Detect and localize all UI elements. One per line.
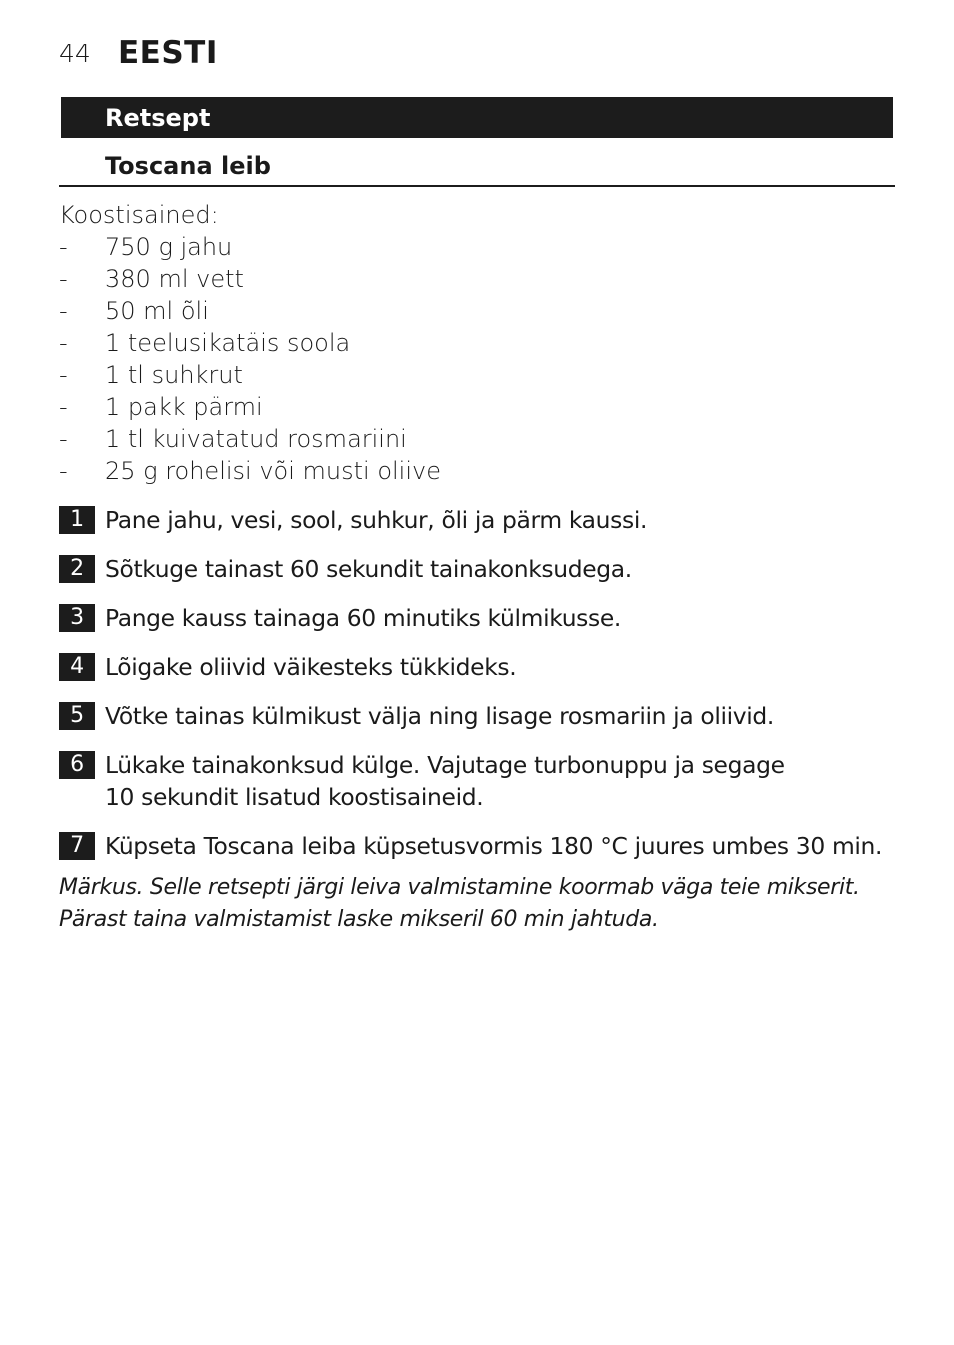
step-item — [59, 504, 909, 536]
list-dash: - — [59, 297, 68, 325]
step-number: 1 — [59, 506, 95, 534]
list-dash: - — [59, 329, 68, 357]
step-text: Küpseta Toscana leiba küpsetusvormis 180 °C juures umbes 30 min. — [105, 832, 883, 860]
step-item — [59, 602, 909, 634]
ingredients-label: Koostisained: — [59, 201, 219, 229]
section-title: Retsept — [105, 104, 211, 132]
ingredient-text: 380 ml vett — [105, 265, 244, 293]
ingredient-text: 1 tl suhkrut — [105, 361, 243, 389]
step-item — [59, 700, 909, 732]
note — [59, 872, 909, 936]
step-text-continued: 10 sekundit lisatud koostisaineid. — [105, 783, 484, 811]
recipe-title: Toscana leib — [105, 152, 271, 180]
ingredient-text: 750 g jahu — [105, 233, 233, 261]
step-item — [59, 553, 909, 585]
step-number: 3 — [59, 604, 95, 632]
steps-list — [59, 504, 909, 879]
step-text: Lükake tainakonksud külge. Vajutage turbonuppu ja segage — [105, 751, 785, 779]
list-dash: - — [59, 361, 68, 389]
ingredient-text: 1 tl kuivatatud rosmariini — [105, 425, 407, 453]
step-text: Võtke tainas külmikust välja ning lisage rosmariin ja oliivid. — [105, 702, 775, 730]
step-number: 7 — [59, 832, 95, 860]
page-number: 44 — [59, 39, 91, 68]
step-text: Lõigake oliivid väikesteks tükkideks. — [105, 653, 517, 681]
ingredient-text: 25 g rohelisi või musti oliive — [105, 457, 441, 485]
list-dash: - — [59, 425, 68, 453]
step-text: Pane jahu, vesi, sool, suhkur, õli ja pärm kaussi. — [105, 506, 648, 534]
ingredient-text: 1 teelusikatäis soola — [105, 329, 351, 357]
list-dash: - — [59, 233, 68, 261]
step-item — [59, 651, 909, 683]
step-item — [59, 749, 909, 813]
note-line: Pärast taina valmistamist laske mikseril 60 min jahtuda. — [59, 907, 659, 932]
step-item — [59, 830, 909, 862]
list-dash: - — [59, 457, 68, 485]
list-dash: - — [59, 393, 68, 421]
language-heading: EESTI — [118, 35, 218, 71]
ingredient-text: 1 pakk pärmi — [105, 393, 263, 421]
step-number: 6 — [59, 751, 95, 779]
step-number: 2 — [59, 555, 95, 583]
list-dash: - — [59, 265, 68, 293]
section-bar — [61, 97, 893, 138]
step-text: Sõtkuge tainast 60 sekundit tainakonksudega. — [105, 555, 632, 583]
step-number: 5 — [59, 702, 95, 730]
title-rule — [59, 185, 895, 187]
note-line: Märkus. Selle retsepti järgi leiva valmistamine koormab väga teie mikserit. — [59, 875, 860, 900]
step-text: Pange kauss tainaga 60 minutiks külmikusse. — [105, 604, 621, 632]
step-number: 4 — [59, 653, 95, 681]
ingredient-text: 50 ml õli — [105, 297, 209, 325]
